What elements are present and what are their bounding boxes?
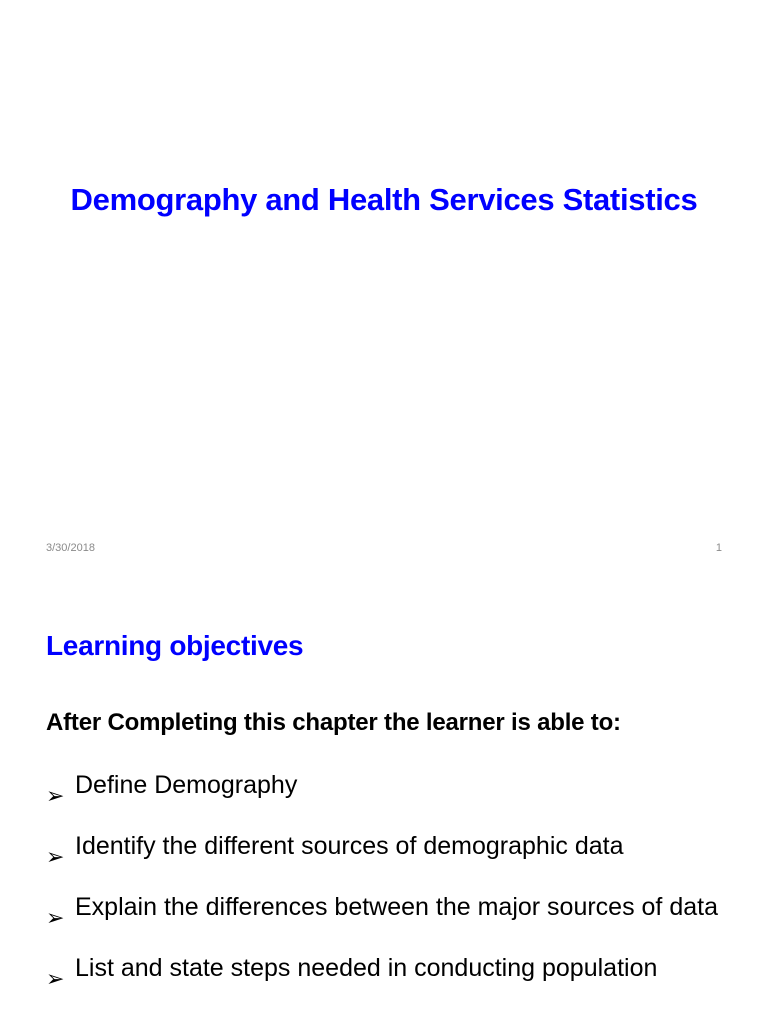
intro-text: After Completing this chapter the learner is able to:: [46, 709, 621, 736]
list-item: [46, 891, 736, 945]
objective-text: Explain the differences between the major sources of data: [75, 893, 718, 921]
objectives-list: [46, 769, 736, 1013]
list-item: [46, 830, 736, 884]
arrowhead-bullet-icon: ➢: [46, 966, 65, 991]
list-item: [46, 769, 736, 823]
objective-text: List and state steps needed in conducting population: [75, 954, 658, 982]
objective-text: Identify the different sources of demographic data: [75, 832, 624, 860]
arrowhead-bullet-icon: ➢: [46, 905, 65, 930]
learning-objectives-slide: [0, 576, 768, 1024]
objective-text: Define Demography: [75, 771, 298, 799]
slide-date: 3/30/2018: [46, 542, 95, 554]
slide-title: Demography and Health Services Statistics: [70, 182, 698, 217]
slide-page-number: 1: [715, 542, 722, 554]
section-heading: Learning objectives: [46, 630, 304, 661]
arrowhead-bullet-icon: ➢: [46, 844, 65, 869]
arrowhead-bullet-icon: ➢: [46, 783, 65, 808]
list-item: [46, 952, 736, 1006]
